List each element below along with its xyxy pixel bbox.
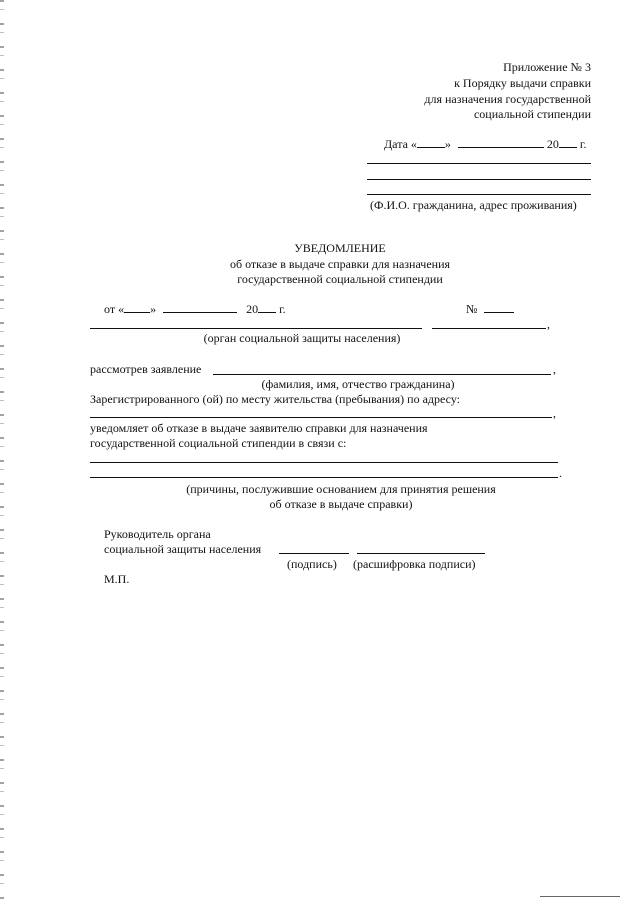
date-line (384, 137, 587, 151)
notifies-line-1: уведомляет об отказе в выдаче заявителю справки для назначения (90, 421, 428, 435)
appendix-line-3: для назначения государственной (424, 92, 591, 106)
addressee-line-1[interactable] (367, 163, 591, 164)
stamp-label: М.П. (104, 572, 130, 586)
decoding-caption: (расшифровка подписи) (353, 557, 476, 571)
organ-line-right[interactable] (432, 328, 546, 329)
from-year: 20 (246, 302, 259, 316)
address-comma: , (553, 406, 556, 420)
signature-caption: (подпись) (287, 557, 337, 571)
organ-caption: (орган социальной защиты населения) (203, 331, 401, 345)
number-sign: № (466, 302, 478, 316)
reasons-period: . (559, 466, 562, 480)
scan-edge (0, 0, 4, 905)
number-field (466, 302, 514, 316)
reasons-line-2[interactable] (90, 477, 558, 478)
reasons-caption-1: (причины, послужившие основанием для принятия решения (186, 482, 496, 496)
from-year-suffix: г. (279, 302, 286, 316)
head-line-2: социальной защиты населения (104, 542, 262, 556)
date-year: 20 (546, 137, 559, 151)
date-label: Дата « (384, 137, 417, 151)
document-title: УВЕДОМЛЕНИЕ (294, 241, 386, 255)
registered-label: Зарегистрированного (ой) по месту жительства (пребывания) по адресу: (90, 392, 460, 406)
organ-comma: , (547, 317, 550, 331)
day-blank[interactable] (417, 137, 445, 148)
notifies-line-2: государственной социальной стипендии в связи с: (90, 436, 347, 450)
organ-line-left[interactable] (90, 328, 422, 329)
date-year-suffix: г. (579, 137, 587, 151)
address-line[interactable] (90, 417, 552, 418)
fio-caption: (фамилия, имя, отчество гражданина) (261, 377, 455, 391)
considered-label: рассмотрев заявление (90, 362, 202, 376)
reasons-line-1[interactable] (90, 462, 558, 463)
year-blank[interactable] (559, 137, 577, 148)
from-month-blank[interactable] (163, 302, 237, 313)
document-subtitle-1: об отказе в выдаче справки для назначения (229, 257, 451, 271)
fio-comma: , (553, 362, 556, 376)
addressee-caption: (Ф.И.О. гражданина, адрес проживания) (370, 198, 577, 212)
date-quote-close: » (444, 137, 451, 151)
appendix-line-4: социальной стипендии (473, 107, 591, 121)
document-subtitle-2: государственной социальной стипендии (237, 272, 443, 286)
from-day-blank[interactable] (124, 302, 150, 313)
decoding-line[interactable] (357, 553, 485, 554)
from-quote-close: » (150, 302, 157, 316)
addressee-line-3[interactable] (367, 194, 591, 195)
addressee-line-2[interactable] (367, 179, 591, 180)
from-date-line (104, 302, 286, 316)
appendix-line-2: к Порядку выдачи справки (454, 76, 591, 90)
signature-line[interactable] (279, 553, 349, 554)
footer-line (540, 896, 620, 897)
number-blank[interactable] (484, 302, 514, 313)
appendix-line-1: Приложение № 3 (503, 60, 591, 74)
applicant-fio-line[interactable] (213, 374, 551, 375)
reasons-caption-2: об отказе в выдаче справки) (269, 497, 413, 511)
head-line-1: Руководитель органа (104, 527, 211, 541)
month-blank[interactable] (458, 137, 544, 148)
from-year-blank[interactable] (258, 302, 276, 313)
from-label: от « (104, 302, 125, 316)
